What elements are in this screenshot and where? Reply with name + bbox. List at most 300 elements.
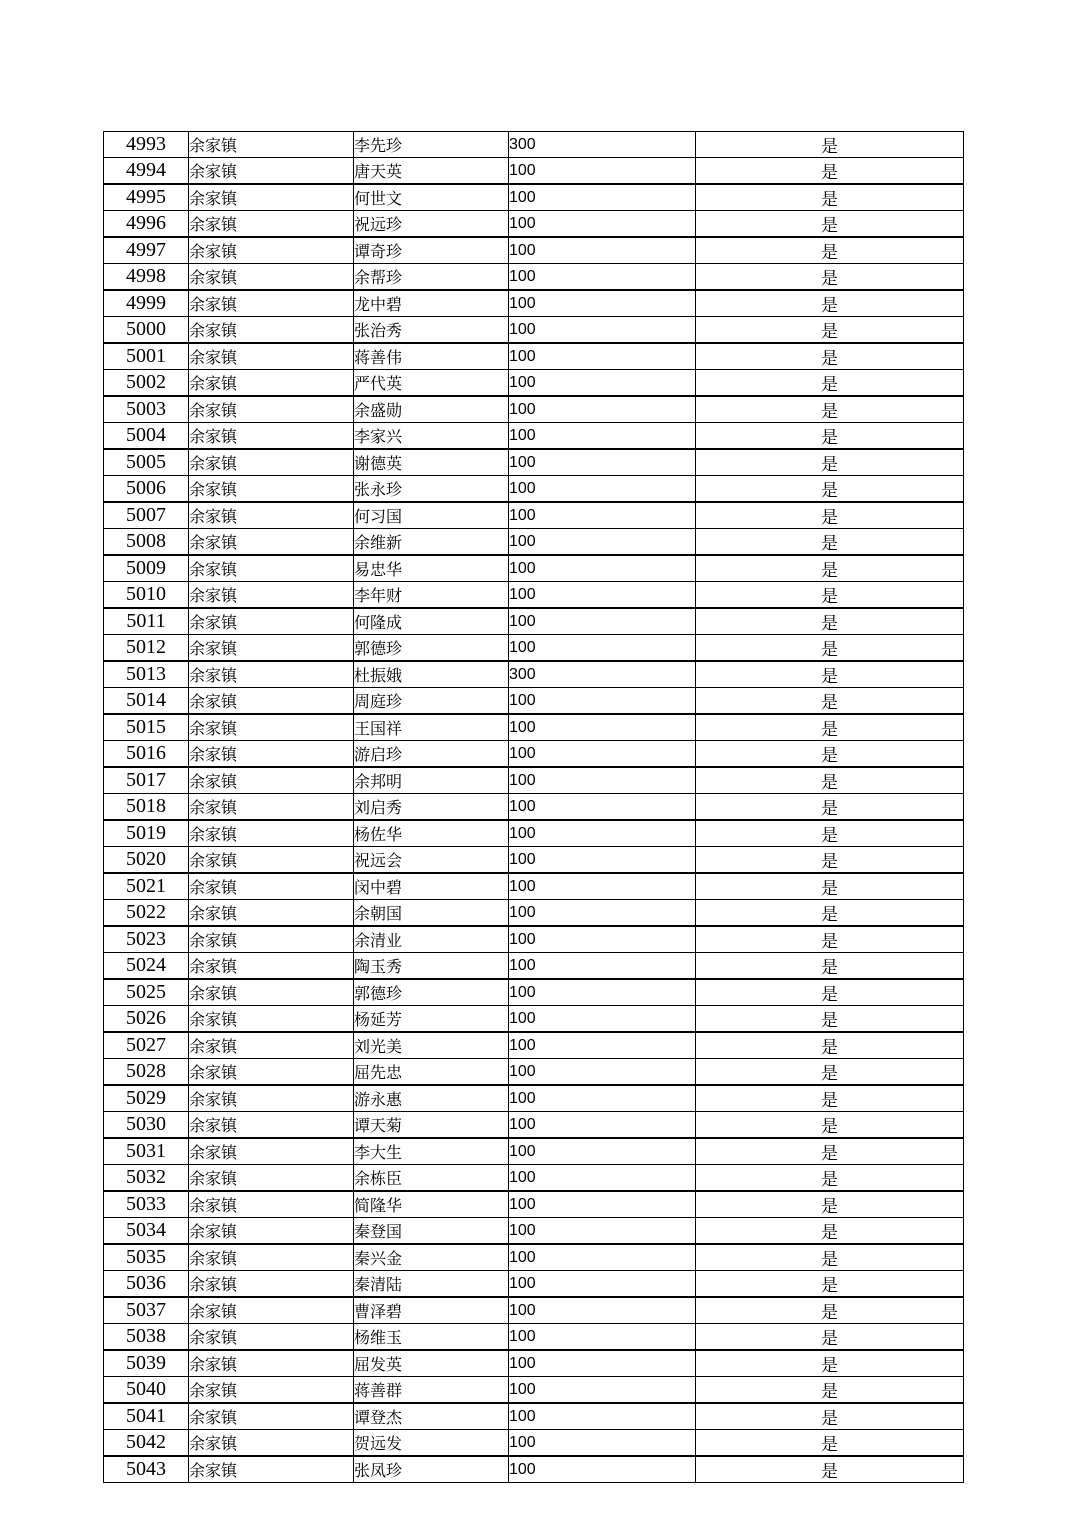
name-cell: 蒋善伟	[354, 343, 509, 370]
name-cell: 刘光美	[354, 1032, 509, 1059]
amount-cell: 100	[509, 1112, 696, 1139]
id-cell: 5015	[104, 714, 189, 741]
amount-cell: 100	[509, 158, 696, 185]
table-row	[104, 1403, 964, 1430]
amount-cell: 100	[509, 449, 696, 476]
confirmed-cell: 是	[696, 926, 964, 953]
name-cell: 余邦明	[354, 767, 509, 794]
id-cell: 5016	[104, 741, 189, 768]
id-cell: 5042	[104, 1430, 189, 1457]
amount-cell: 300	[509, 132, 696, 158]
id-cell: 5019	[104, 820, 189, 847]
town-cell: 余家镇	[189, 264, 354, 291]
town-cell: 余家镇	[189, 953, 354, 980]
confirmed-cell: 是	[696, 396, 964, 423]
id-cell: 5001	[104, 343, 189, 370]
confirmed-cell: 是	[696, 1138, 964, 1165]
table-row	[104, 396, 964, 423]
amount-cell: 100	[509, 184, 696, 211]
amount-cell: 100	[509, 1324, 696, 1351]
table-row	[104, 1112, 964, 1139]
confirmed-cell: 是	[696, 1456, 964, 1483]
confirmed-cell: 是	[696, 1218, 964, 1245]
table-row	[104, 979, 964, 1006]
record-table	[103, 131, 964, 1483]
id-cell: 5024	[104, 953, 189, 980]
town-cell: 余家镇	[189, 767, 354, 794]
town-cell: 余家镇	[189, 317, 354, 344]
id-cell: 5004	[104, 423, 189, 450]
id-cell: 5011	[104, 608, 189, 635]
name-cell: 杜振娥	[354, 661, 509, 688]
id-cell: 5043	[104, 1456, 189, 1483]
table-row	[104, 529, 964, 556]
table-row	[104, 873, 964, 900]
town-cell: 余家镇	[189, 1006, 354, 1033]
amount-cell: 100	[509, 794, 696, 821]
table-row	[104, 184, 964, 211]
table-row	[104, 1006, 964, 1033]
amount-cell: 100	[509, 1006, 696, 1033]
confirmed-cell: 是	[696, 1032, 964, 1059]
amount-cell: 300	[509, 661, 696, 688]
id-cell: 5031	[104, 1138, 189, 1165]
id-cell: 4999	[104, 290, 189, 317]
confirmed-cell: 是	[696, 529, 964, 556]
amount-cell: 100	[509, 1138, 696, 1165]
town-cell: 余家镇	[189, 1430, 354, 1457]
name-cell: 何世文	[354, 184, 509, 211]
confirmed-cell: 是	[696, 1324, 964, 1351]
town-cell: 余家镇	[189, 1244, 354, 1271]
amount-cell: 100	[509, 767, 696, 794]
table-row	[104, 794, 964, 821]
id-cell: 5032	[104, 1165, 189, 1192]
table-row	[104, 1218, 964, 1245]
id-cell: 5030	[104, 1112, 189, 1139]
amount-cell: 100	[509, 476, 696, 503]
name-cell: 余朝国	[354, 900, 509, 927]
confirmed-cell: 是	[696, 1377, 964, 1404]
town-cell: 余家镇	[189, 714, 354, 741]
town-cell: 余家镇	[189, 635, 354, 662]
id-cell: 5022	[104, 900, 189, 927]
id-cell: 5028	[104, 1059, 189, 1086]
id-cell: 5029	[104, 1085, 189, 1112]
confirmed-cell: 是	[696, 820, 964, 847]
table-row	[104, 1165, 964, 1192]
id-cell: 5023	[104, 926, 189, 953]
name-cell: 余维新	[354, 529, 509, 556]
name-cell: 杨佐华	[354, 820, 509, 847]
town-cell: 余家镇	[189, 529, 354, 556]
name-cell: 唐天英	[354, 158, 509, 185]
id-cell: 5007	[104, 502, 189, 529]
id-cell: 5040	[104, 1377, 189, 1404]
id-cell: 5027	[104, 1032, 189, 1059]
table-row	[104, 741, 964, 768]
table-row	[104, 237, 964, 264]
table-row	[104, 1191, 964, 1218]
name-cell: 张治秀	[354, 317, 509, 344]
id-cell: 5026	[104, 1006, 189, 1033]
confirmed-cell: 是	[696, 714, 964, 741]
table-row	[104, 1244, 964, 1271]
table-row	[104, 1032, 964, 1059]
town-cell: 余家镇	[189, 476, 354, 503]
town-cell: 余家镇	[189, 1350, 354, 1377]
confirmed-cell: 是	[696, 449, 964, 476]
amount-cell: 100	[509, 343, 696, 370]
id-cell: 5003	[104, 396, 189, 423]
confirmed-cell: 是	[696, 608, 964, 635]
town-cell: 余家镇	[189, 1032, 354, 1059]
confirmed-cell: 是	[696, 582, 964, 609]
confirmed-cell: 是	[696, 1165, 964, 1192]
name-cell: 谭登杰	[354, 1403, 509, 1430]
id-cell: 5039	[104, 1350, 189, 1377]
confirmed-cell: 是	[696, 423, 964, 450]
table-row	[104, 476, 964, 503]
confirmed-cell: 是	[696, 635, 964, 662]
table-row	[104, 1059, 964, 1086]
amount-cell: 100	[509, 264, 696, 291]
amount-cell: 100	[509, 979, 696, 1006]
confirmed-cell: 是	[696, 900, 964, 927]
amount-cell: 100	[509, 582, 696, 609]
amount-cell: 100	[509, 502, 696, 529]
town-cell: 余家镇	[189, 1191, 354, 1218]
amount-cell: 100	[509, 529, 696, 556]
town-cell: 余家镇	[189, 1377, 354, 1404]
confirmed-cell: 是	[696, 1403, 964, 1430]
confirmed-cell: 是	[696, 264, 964, 291]
amount-cell: 100	[509, 820, 696, 847]
id-cell: 5036	[104, 1271, 189, 1298]
amount-cell: 100	[509, 396, 696, 423]
amount-cell: 100	[509, 1377, 696, 1404]
town-cell: 余家镇	[189, 1165, 354, 1192]
id-cell: 5038	[104, 1324, 189, 1351]
id-cell: 5000	[104, 317, 189, 344]
town-cell: 余家镇	[189, 979, 354, 1006]
id-cell: 5021	[104, 873, 189, 900]
amount-cell: 100	[509, 688, 696, 715]
town-cell: 余家镇	[189, 1324, 354, 1351]
id-cell: 5010	[104, 582, 189, 609]
town-cell: 余家镇	[189, 1059, 354, 1086]
name-cell: 郭德珍	[354, 635, 509, 662]
town-cell: 余家镇	[189, 608, 354, 635]
table-row	[104, 1271, 964, 1298]
amount-cell: 100	[509, 1244, 696, 1271]
confirmed-cell: 是	[696, 873, 964, 900]
town-cell: 余家镇	[189, 237, 354, 264]
town-cell: 余家镇	[189, 1085, 354, 1112]
town-cell: 余家镇	[189, 1297, 354, 1324]
table-row	[104, 608, 964, 635]
name-cell: 游永惠	[354, 1085, 509, 1112]
confirmed-cell: 是	[696, 1191, 964, 1218]
id-cell: 5034	[104, 1218, 189, 1245]
table-row	[104, 1324, 964, 1351]
town-cell: 余家镇	[189, 343, 354, 370]
id-cell: 4993	[104, 132, 189, 158]
id-cell: 5025	[104, 979, 189, 1006]
name-cell: 易忠华	[354, 555, 509, 582]
confirmed-cell: 是	[696, 502, 964, 529]
town-cell: 余家镇	[189, 847, 354, 874]
town-cell: 余家镇	[189, 1112, 354, 1139]
town-cell: 余家镇	[189, 555, 354, 582]
town-cell: 余家镇	[189, 688, 354, 715]
table-row	[104, 1456, 964, 1483]
amount-cell: 100	[509, 608, 696, 635]
town-cell: 余家镇	[189, 1403, 354, 1430]
amount-cell: 100	[509, 1165, 696, 1192]
name-cell: 祝远珍	[354, 211, 509, 238]
amount-cell: 100	[509, 237, 696, 264]
confirmed-cell: 是	[696, 317, 964, 344]
amount-cell: 100	[509, 1403, 696, 1430]
town-cell: 余家镇	[189, 1218, 354, 1245]
id-cell: 5006	[104, 476, 189, 503]
amount-cell: 100	[509, 317, 696, 344]
id-cell: 5012	[104, 635, 189, 662]
table-row	[104, 343, 964, 370]
amount-cell: 100	[509, 1350, 696, 1377]
id-cell: 5014	[104, 688, 189, 715]
town-cell: 余家镇	[189, 820, 354, 847]
amount-cell: 100	[509, 953, 696, 980]
id-cell: 5009	[104, 555, 189, 582]
table-row	[104, 688, 964, 715]
id-cell: 5020	[104, 847, 189, 874]
town-cell: 余家镇	[189, 873, 354, 900]
town-cell: 余家镇	[189, 900, 354, 927]
table-row	[104, 423, 964, 450]
name-cell: 杨维玉	[354, 1324, 509, 1351]
amount-cell: 100	[509, 1191, 696, 1218]
town-cell: 余家镇	[189, 661, 354, 688]
name-cell: 张永珍	[354, 476, 509, 503]
amount-cell: 100	[509, 1297, 696, 1324]
name-cell: 杨延芳	[354, 1006, 509, 1033]
confirmed-cell: 是	[696, 1085, 964, 1112]
amount-cell: 100	[509, 847, 696, 874]
table-row	[104, 370, 964, 397]
amount-cell: 100	[509, 423, 696, 450]
confirmed-cell: 是	[696, 211, 964, 238]
id-cell: 4998	[104, 264, 189, 291]
table-row	[104, 317, 964, 344]
town-cell: 余家镇	[189, 926, 354, 953]
table-row	[104, 847, 964, 874]
confirmed-cell: 是	[696, 158, 964, 185]
table-row	[104, 158, 964, 185]
town-cell: 余家镇	[189, 741, 354, 768]
table-row	[104, 1138, 964, 1165]
confirmed-cell: 是	[696, 979, 964, 1006]
town-cell: 余家镇	[189, 396, 354, 423]
confirmed-cell: 是	[696, 661, 964, 688]
confirmed-cell: 是	[696, 1059, 964, 1086]
id-cell: 5002	[104, 370, 189, 397]
table-row	[104, 582, 964, 609]
town-cell: 余家镇	[189, 449, 354, 476]
confirmed-cell: 是	[696, 1297, 964, 1324]
table-row	[104, 1377, 964, 1404]
confirmed-cell: 是	[696, 767, 964, 794]
table-row	[104, 820, 964, 847]
name-cell: 余帮珍	[354, 264, 509, 291]
name-cell: 余盛勋	[354, 396, 509, 423]
confirmed-cell: 是	[696, 476, 964, 503]
name-cell: 何隆成	[354, 608, 509, 635]
town-cell: 余家镇	[189, 132, 354, 158]
confirmed-cell: 是	[696, 741, 964, 768]
name-cell: 秦兴金	[354, 1244, 509, 1271]
confirmed-cell: 是	[696, 1271, 964, 1298]
town-cell: 余家镇	[189, 794, 354, 821]
confirmed-cell: 是	[696, 237, 964, 264]
name-cell: 游启珍	[354, 741, 509, 768]
amount-cell: 100	[509, 1218, 696, 1245]
name-cell: 蒋善群	[354, 1377, 509, 1404]
table-row	[104, 1085, 964, 1112]
name-cell: 余栋臣	[354, 1165, 509, 1192]
town-cell: 余家镇	[189, 1138, 354, 1165]
name-cell: 曹泽碧	[354, 1297, 509, 1324]
town-cell: 余家镇	[189, 370, 354, 397]
town-cell: 余家镇	[189, 158, 354, 185]
confirmed-cell: 是	[696, 794, 964, 821]
amount-cell: 100	[509, 635, 696, 662]
confirmed-cell: 是	[696, 1430, 964, 1457]
table-row	[104, 1430, 964, 1457]
town-cell: 余家镇	[189, 211, 354, 238]
confirmed-cell: 是	[696, 290, 964, 317]
confirmed-cell: 是	[696, 343, 964, 370]
name-cell: 祝远会	[354, 847, 509, 874]
town-cell: 余家镇	[189, 423, 354, 450]
amount-cell: 100	[509, 555, 696, 582]
id-cell: 4996	[104, 211, 189, 238]
table-row	[104, 264, 964, 291]
name-cell: 李先珍	[354, 132, 509, 158]
amount-cell: 100	[509, 211, 696, 238]
table-row	[104, 953, 964, 980]
name-cell: 贺远发	[354, 1430, 509, 1457]
town-cell: 余家镇	[189, 1456, 354, 1483]
confirmed-cell: 是	[696, 847, 964, 874]
name-cell: 张凤珍	[354, 1456, 509, 1483]
name-cell: 李大生	[354, 1138, 509, 1165]
name-cell: 闵中碧	[354, 873, 509, 900]
confirmed-cell: 是	[696, 1006, 964, 1033]
table-row	[104, 211, 964, 238]
confirmed-cell: 是	[696, 688, 964, 715]
name-cell: 龙中碧	[354, 290, 509, 317]
table-row	[104, 1350, 964, 1377]
table-row	[104, 635, 964, 662]
name-cell: 周庭珍	[354, 688, 509, 715]
confirmed-cell: 是	[696, 1350, 964, 1377]
name-cell: 严代英	[354, 370, 509, 397]
id-cell: 5005	[104, 449, 189, 476]
name-cell: 何习国	[354, 502, 509, 529]
table-row	[104, 661, 964, 688]
table-row	[104, 926, 964, 953]
amount-cell: 100	[509, 926, 696, 953]
amount-cell: 100	[509, 290, 696, 317]
amount-cell: 100	[509, 900, 696, 927]
name-cell: 屈发英	[354, 1350, 509, 1377]
table-row	[104, 132, 964, 158]
name-cell: 秦登国	[354, 1218, 509, 1245]
table-row	[104, 555, 964, 582]
name-cell: 谭天菊	[354, 1112, 509, 1139]
name-cell: 秦清陆	[354, 1271, 509, 1298]
record-table-body	[104, 132, 964, 1483]
id-cell: 4997	[104, 237, 189, 264]
name-cell: 屈先忠	[354, 1059, 509, 1086]
name-cell: 陶玉秀	[354, 953, 509, 980]
amount-cell: 100	[509, 370, 696, 397]
confirmed-cell: 是	[696, 1244, 964, 1271]
confirmed-cell: 是	[696, 1112, 964, 1139]
name-cell: 简隆华	[354, 1191, 509, 1218]
id-cell: 5013	[104, 661, 189, 688]
amount-cell: 100	[509, 714, 696, 741]
id-cell: 5037	[104, 1297, 189, 1324]
amount-cell: 100	[509, 1430, 696, 1457]
confirmed-cell: 是	[696, 370, 964, 397]
name-cell: 余清业	[354, 926, 509, 953]
amount-cell: 100	[509, 873, 696, 900]
table-row	[104, 767, 964, 794]
name-cell: 刘启秀	[354, 794, 509, 821]
table-row	[104, 502, 964, 529]
id-cell: 5035	[104, 1244, 189, 1271]
name-cell: 郭德珍	[354, 979, 509, 1006]
confirmed-cell: 是	[696, 953, 964, 980]
name-cell: 李家兴	[354, 423, 509, 450]
amount-cell: 100	[509, 1271, 696, 1298]
id-cell: 4995	[104, 184, 189, 211]
id-cell: 5017	[104, 767, 189, 794]
amount-cell: 100	[509, 1032, 696, 1059]
name-cell: 谢德英	[354, 449, 509, 476]
id-cell: 5018	[104, 794, 189, 821]
amount-cell: 100	[509, 1059, 696, 1086]
table-row	[104, 900, 964, 927]
name-cell: 李年财	[354, 582, 509, 609]
id-cell: 5033	[104, 1191, 189, 1218]
table-row	[104, 449, 964, 476]
confirmed-cell: 是	[696, 132, 964, 158]
name-cell: 谭奇珍	[354, 237, 509, 264]
confirmed-cell: 是	[696, 555, 964, 582]
id-cell: 5008	[104, 529, 189, 556]
table-row	[104, 290, 964, 317]
town-cell: 余家镇	[189, 184, 354, 211]
amount-cell: 100	[509, 741, 696, 768]
table-row	[104, 714, 964, 741]
id-cell: 5041	[104, 1403, 189, 1430]
name-cell: 王国祥	[354, 714, 509, 741]
amount-cell: 100	[509, 1456, 696, 1483]
